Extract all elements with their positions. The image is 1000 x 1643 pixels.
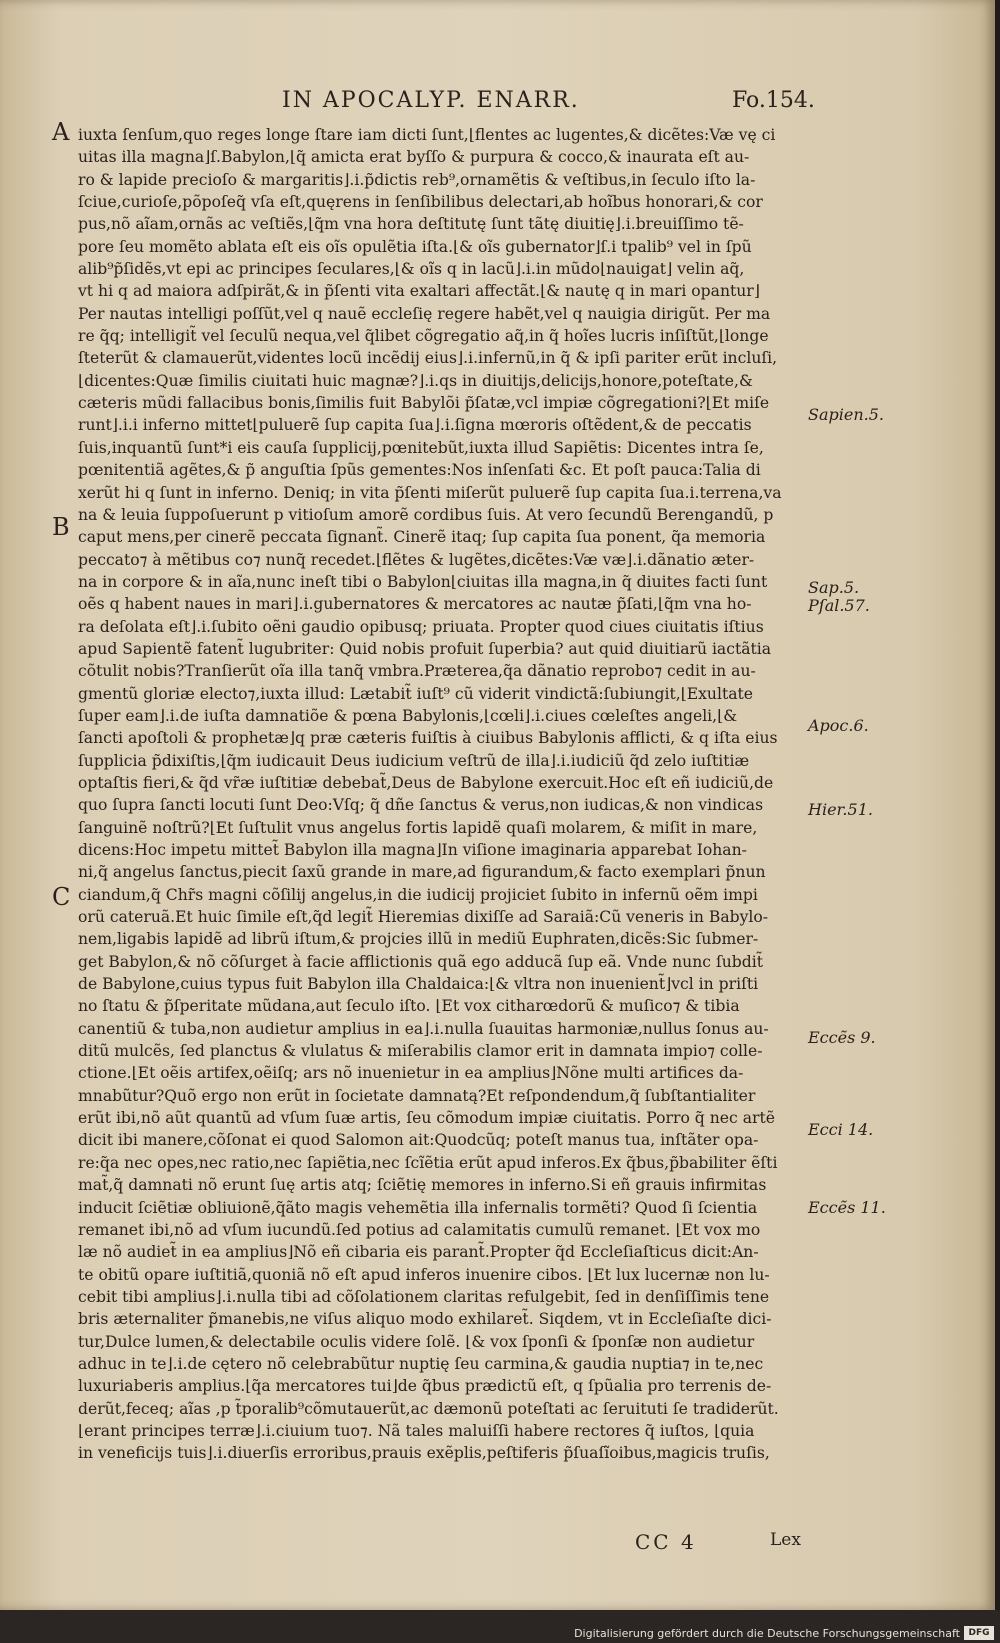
text-line: cæteris mũdi fallacibus bonis,ſimilis fuit Babylõi p̃ſatæ,vcl impiæ cõgregationi?⌊Et miſe (78, 394, 770, 413)
running-head (0, 88, 995, 118)
marginal-note: Eccẽs 11. (808, 1198, 886, 1217)
section-letter-b: B (52, 513, 70, 541)
text-line: cebit tibi amplius⌋.i.nulla tibi ad cõſolationem claritas refulgebit, ſed in denſiſſimis tene (78, 1287, 770, 1306)
text-line: pus,nõ aĩam,ornãs ac veſtiẽs,⌊q̃m vna hora deſtitutę ſunt tãtę diuitię⌋.i.breuiſſimo tẽ- (78, 215, 744, 234)
text-line: orũ cateruã.Et huic ſimile eſt,q̃d legit̃ Hieremias dixiſſe ad Saraiã:Cũ veneris in Babylo- (78, 908, 769, 927)
text-line: luxuriaberis amplius.⌊q̃a mercatores tui⌋de q̃bus prædictũ eſt, q ſpũalia pro terrenis de- (78, 1377, 772, 1396)
text-line: de Babylone,cuius typus fuit Babylon illa Chaldaica:⌊& vltra non inuenient̃⌋vcl in priſti (78, 975, 759, 994)
marginal-note: Eccẽs 9. (808, 1028, 876, 1047)
text-line: dicens:Hoc impetu mittet̃ Babylon illa magna⌋In viſione imaginaria apparebat Iohan- (78, 841, 747, 859)
folio-number: Fo.154. (732, 88, 815, 113)
text-line: ⌊dicentes:Quæ ſimilis ciuitati huic magnæ?⌋.i.qs in diuitijs,delicijs,honore,poteſtate,& (78, 371, 753, 390)
text-line: na & leuia ſuppoſuerunt p vitioſum amorẽ cordibus ſuis. At vero ſecundũ Berengandũ, p (78, 505, 774, 524)
text-line: tur,Dulce lumen,& delectabile oculis videre ſolẽ. ⌊& vox ſponſi & ſponſæ non audietur (78, 1332, 755, 1351)
text-line: mat̃,q̃ damnati nõ erunt ſuę artis atq; ſciẽtię memores in inferno.Si eñ grauis infirmitas (78, 1176, 767, 1195)
text-line: na in corpore & in aĩa,nunc ineſt tibi o Babylon⌊ciuitas illa magna,in q̃ diuites facti ſunt (78, 572, 768, 591)
text-line: ctione.⌊Et oẽis artifex,oẽiſq; ars nõ inuenietur in ea amplius⌋Nõne multi artifices da- (78, 1064, 744, 1083)
text-line: bris æternaliter p̃manebis,ne viſus aliquo modo exhilaret̃. Siqdem, vt in Eccleſiaſte dici- (78, 1310, 772, 1329)
text-line: apud Sapientẽ fatent̃ lugubriter: Quid nobis profuit ſuperbia? aut quid diuitiarũ iactãtia (78, 639, 772, 658)
marginal-note: Ecci 14. (808, 1120, 874, 1139)
text-line: ſanguinẽ noſtrũ?⌊Et ſuſtulit vnus angelus fortis lapidẽ quaſi molarem, & miſit in mare, (78, 818, 758, 837)
text-line: peccato⁊ à mẽtibus co⁊ nunq̃ recedet.⌊flẽtes & lugẽtes,dicẽtes:Væ væ⌋.i.dãnatio æter- (78, 550, 755, 569)
text-line: te obitũ opare iuſtitiã,quoniã nõ eſt apud inferos inuenire cibos. ⌊Et lux lucernæ non lu- (78, 1265, 770, 1284)
text-line: læ nõ audiet̃ in ea amplius⌋Nõ eñ cibaria eis parant̃.Propter q̃d Eccleſiaſticus dicit:An- (78, 1243, 759, 1262)
text-line: nem,ligabis lapidẽ ad librũ iſtum,& projcies illũ in mediũ Euphraten,dicẽs:Sic ſubmer- (78, 930, 759, 949)
text-line: adhuc in te⌋.i.de cętero nõ celebrabũtur nuptię ſeu carmina,& gaudia nuptia⁊ in te,nec (78, 1354, 764, 1373)
marginal-note: Apoc.6. (808, 716, 869, 735)
marginal-note: Hier.51. (808, 800, 873, 819)
text-line: pœnitentiã agẽtes,& p̃ anguſtia ſpũs gementes:Nos inſenſati &c. Et poſt pauca:Talia di (78, 461, 761, 480)
credit-text: Digitalisierung gefördert durch die Deutsche Forschungsgemeinschaft (574, 1627, 960, 1640)
text-line: in veneficijs tuis⌋.i.diuerſis erroribus,prauis exẽplis,peſtiferis p̃ſuaſĩoibus,magicis truſis, (78, 1444, 770, 1463)
text-line: ni,q̃ angelus ſanctus,piecit ſaxũ grande in mare,ad figurandum,& facto exemplari p̃nun (78, 863, 766, 882)
marginal-note: Sap.5. (808, 578, 860, 597)
catchword: Lex (770, 1530, 801, 1550)
running-head-title: IN APOCALYP. ENARR. (282, 88, 580, 113)
text-line: canentiũ & tuba,non audietur amplius in ea⌋.i.nulla ſuauitas harmoniæ,nullus ſonus au- (78, 1019, 769, 1038)
text-line: remanet ibi,nõ ad vſum iucundũ.ſed potius ad calamitatis cumulũ remanet. ⌊Et vox mo (78, 1220, 761, 1239)
text-line: re:q̃a nec opes,nec ratio,nec ſapiẽtia,nec ſcĩẽtia erũt apud inferos.Ex q̃bus,p̃babiliter ẽſti (78, 1153, 778, 1172)
marginal-note: Pſal.57. (808, 596, 870, 615)
text-line: caput mens,per cinerẽ peccata ſignant̃. Cinerẽ itaq; ſup capita ſua ponent, q̃a memoria (78, 528, 766, 547)
text-line: gmentũ gloriæ electo⁊,iuxta illud: Lætabit̃ iuſt⁹ cũ viderit vindictã:ſubiungit,⌊Exultate (78, 684, 754, 703)
text-line: derũt,feceq; aĩas ,p t̃poralib⁹cõmutauerũt,ac dæmonũ poteſtati ac ſeruituti ſe tradiderũt. (78, 1399, 779, 1418)
text-line: Per nautas intelligi poſſũt,vel q nauẽ eccleſię regere habẽt,vel q nauigia dirigũt. Per ma (78, 304, 771, 323)
signature-mark: CC 4 (635, 1530, 697, 1554)
text-line: no ſtatu & p̃ſperitate mũdana,aut ſeculo iſto. ⌊Et vox citharœdorũ & muſico⁊ & tibia (78, 997, 740, 1016)
text-line: cõtulit nobis?Tranſierũt oĩa illa tanq̃ vmbra.Præterea,q̃a dãnatio reprobo⁊ cedit in au- (78, 662, 756, 681)
text-line: iuxta ſenſum,quo reges longe ſtare iam dicti ſunt,⌊flentes ac lugentes,& dicẽtes:Væ vę ci (78, 126, 776, 144)
text-line: quo ſupra ſancti locuti ſunt Deo:Vſq; q̃ dñe ſanctus & verus,non iudicas,& non vindicas (78, 796, 764, 815)
text-line: ra deſolata eſt⌋.i.ſubito oẽni gaudio opibusq; priuata. Propter quod ciues ciuitatis iſtius (78, 617, 764, 636)
text-line: ⌊erant principes terræ⌋.i.ciuium tuo⁊. Nã tales maluiſſi habere rectores q̃ iuſtos, ⌊quia (78, 1421, 755, 1440)
text-line: ſupplicia p̃dixiſtis,⌊q̃m iudicauit Deus iudicium veſtrũ de illa⌋.i.iudiciũ q̃d zelo iuſtitiæ (78, 751, 750, 770)
marginal-note: Sapien.5. (808, 405, 884, 424)
text-line: ſteterũt & clamauerũt,videntes locũ incẽdij eius⌋.i.infernũ,in q̃ & ipſi pariter erũt incluſi, (78, 349, 778, 368)
text-line: oẽs q habent naues in mari⌋.i.gubernatores & mercatores ac nautæ p̃ſati,⌊q̃m vna ho- (78, 595, 752, 614)
text-line: re q̃q; intelligit̃ vel ſeculũ nequa,vel q̃libet cõgregatio aq̃,in q̃ hoĩes lucris inſiſtũt,⌊longe (78, 327, 769, 346)
text-line: optaſtis fieri,& q̃d vr̃æ iuſtitiæ debebat̃,Deus de Babylone exercuit.Hoc eſt eñ iudiciũ,de (78, 773, 774, 792)
text-line: uitas illa magna⌋ſ.Babylon,⌊q̃ amicta erat byſſo & purpura & cocco,& inaurata eſt au- (78, 148, 750, 167)
page-edge-shadow (995, 0, 1000, 1610)
text-line: pore ſeu momẽto ablata eſt eis oĩs opulẽtia iſta.⌊& oĩs gubernator⌋ſ.i tpalib⁹ vel in ſpũ (78, 237, 752, 256)
text-line: ſuper eam⌋.i.de iuſta damnatiõe & pœna Babylonis,⌊cœli⌋.i.ciues cœleſtes angeli,⌊& (78, 706, 738, 725)
text-line: get Babylon,& nõ cõſurget à facie afflictionis quã ego adducã ſup eã. Vnde nunc ſubdit̃ (78, 952, 763, 971)
text-line: ſuis,inquantũ ſunt*i eis cauſa ſupplicij,pœnitebũt,iuxta illud Sapiẽtis: Dicentes intra ſe, (78, 438, 764, 457)
text-line: runt⌋.i.i inferno mittet⌊puluerẽ ſup capita ſua⌋.i.ſigna mœroris oſtẽdent,& de peccatis (78, 416, 752, 435)
text-line: ſancti apoſtoli & prophetæ⌋q præ cæteris fuiſtis à ciuibus Babylonis afflicti, & q iſta eius (78, 729, 778, 748)
text-line: inducit ſciẽtiæ obliuionẽ,q̃ãto magis vehemẽtia illa infernalis tormẽti? Quod ſi ſcientia (78, 1198, 758, 1217)
dfg-logo-icon: DFG (964, 1626, 994, 1640)
text-line: erũt ibi,nõ aũt quantũ ad vſum ſuæ artis, ſeu cõmodum impiæ ciuitatis. Porro q̃ nec artẽ (78, 1109, 775, 1128)
text-line: ſciue,curioſe,põpoſeq̃ vſa eſt,quęrens in ſenſibilibus delectari,ab hoĩbus honorari,& cor (78, 193, 763, 212)
section-letter-c: C (52, 883, 71, 911)
text-line: mnabũtur?Quõ ergo non erũt in ſocietate damnatą?Et reſpondendum,q̃ ſubſtantialiter (78, 1086, 756, 1105)
text-line: dicit ibi manere,cõſonat ei quod Salomon ait:Quodcũq; poteſt manus tua, inſtãter opa- (78, 1131, 759, 1150)
text-line: ro & lapide precioſo & margaritis⌋.i.p̃dictis reb⁹,ornamẽtis & veſtibus,in ſeculo iſto la- (78, 170, 756, 189)
text-line: vt hi q ad maiora adſpirãt,& in p̃ſenti vita exaltari affectãt.⌊& nautę q in mari opantur⌋ (78, 282, 760, 301)
text-line: xerũt hi q ſunt in inferno. Deniq; in vita p̃ſenti miſerũt puluerẽ ſup capita ſua.i.terrena,va (78, 483, 782, 502)
text-line: alib⁹p̃ſidẽs,vt epi ac principes ſeculares,⌊& oĩs q in lacũ⌋.i.in mũdo⌊nauigat⌋ velin aq̃, (78, 260, 745, 279)
text-line: ciandum,q̃ Chr̃s magni cõſilij angelus,in die iudicij projiciet ſubito in infernũ oẽm impi (78, 885, 758, 904)
text-line: ditũ mulcẽs, ſed planctus & vlulatus & miſerabilis clamor erit in damnata impio⁊ colle- (78, 1042, 763, 1061)
section-letter-a: A (52, 118, 70, 146)
body-text (78, 124, 803, 1465)
digitization-credit-bar (0, 1625, 1000, 1643)
